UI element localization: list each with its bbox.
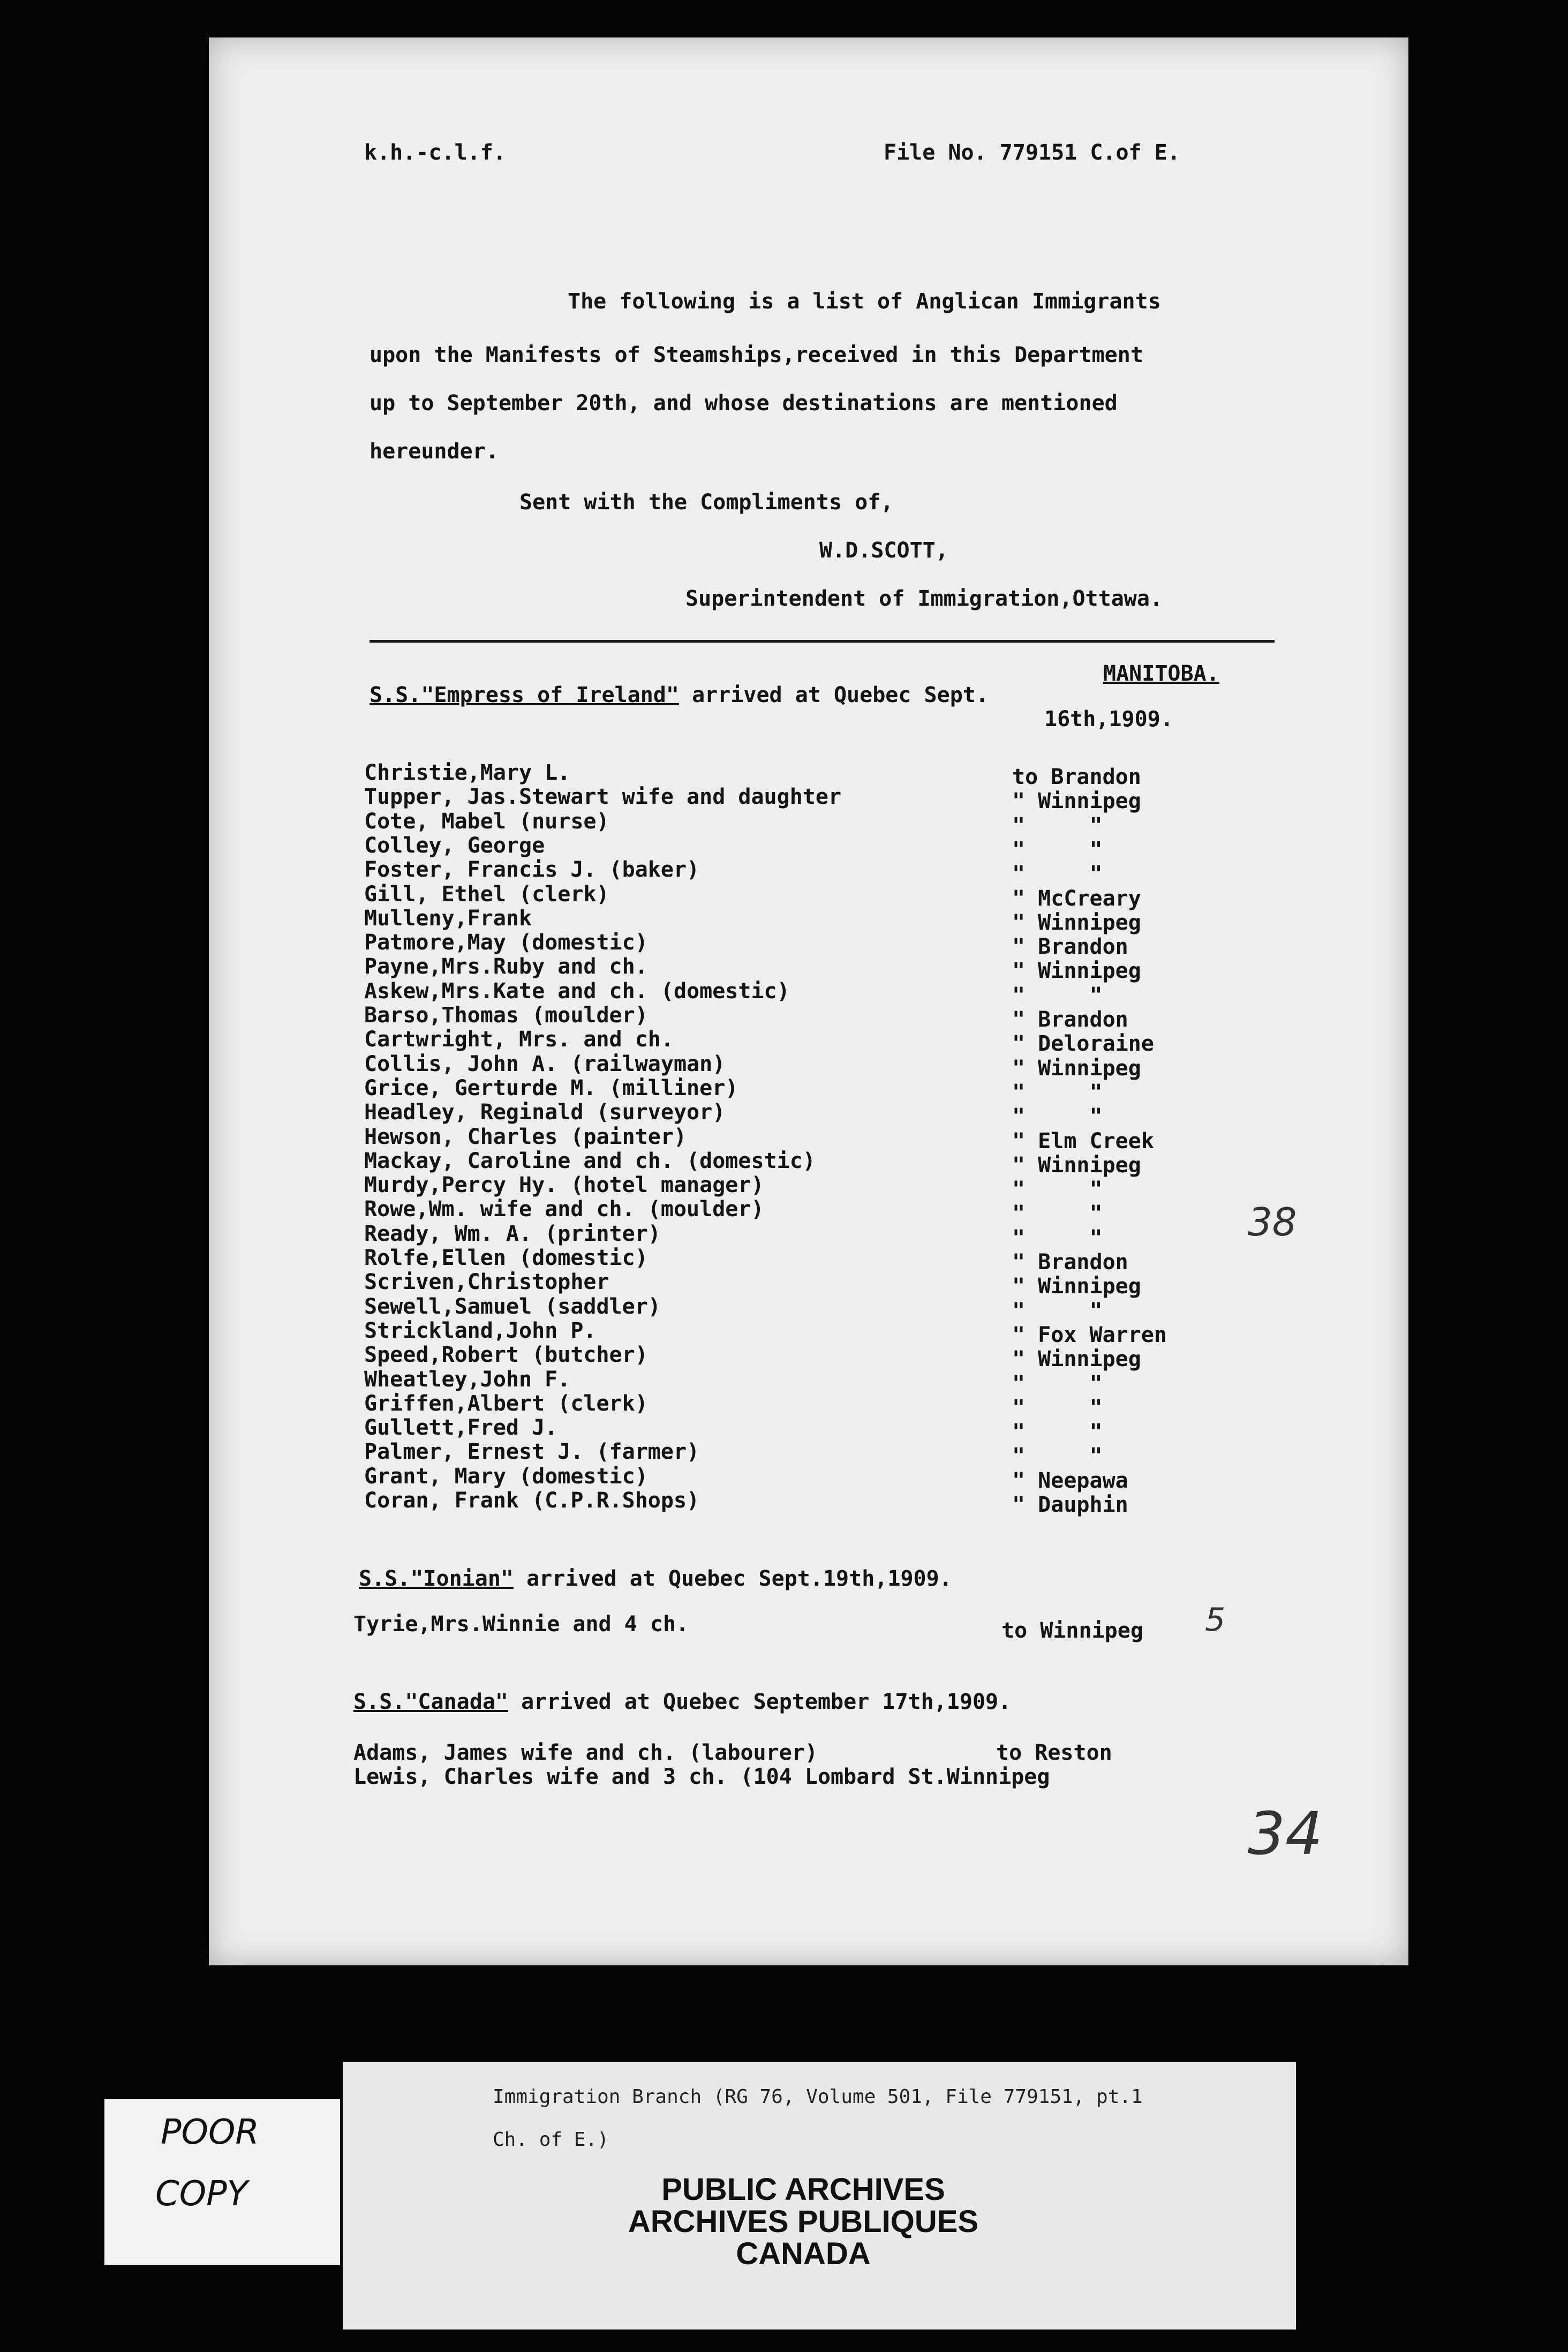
passenger-name: Askew,Mrs.Kate and ch. (domestic) <box>364 979 790 1004</box>
archive-reference: Ch. of E.) <box>493 2129 609 2151</box>
passenger-destination: " Winnipeg <box>1012 959 1141 983</box>
passenger-destination: " Winnipeg <box>1012 1347 1141 1371</box>
passenger-name: Gill, Ethel (clerk) <box>364 882 609 907</box>
passenger-destination: " " <box>1012 1201 1103 1226</box>
passenger-name: Grant, Mary (domestic) <box>364 1464 648 1489</box>
file-number: File No. 779151 C.of E. <box>884 140 1180 165</box>
signer-title: Superintendent of Immigration,Ottawa. <box>685 586 1163 611</box>
passenger-destination: to Reston <box>996 1740 1112 1765</box>
passenger-name: Headley, Reginald (surveyor) <box>364 1100 726 1125</box>
passenger-name: Murdy,Percy Hy. (hotel manager) <box>364 1173 764 1197</box>
passenger-name: Scriven,Christopher <box>364 1270 609 1294</box>
passenger-destination: " Winnipeg <box>1012 1056 1141 1081</box>
ship-arrival: arrived at Quebec September 17th,1909. <box>521 1690 1012 1714</box>
passenger-destination: to Winnipeg <box>1001 1618 1143 1643</box>
passenger-name: Mackay, Caroline and ch. (domestic) <box>364 1149 816 1173</box>
passenger-destination: " Winnipeg <box>1012 910 1141 935</box>
passenger-destination: " Neepawa <box>1012 1468 1128 1493</box>
passenger-destination: " " <box>1012 983 1103 1008</box>
passenger-name: Coran, Frank (C.P.R.Shops) <box>364 1488 700 1513</box>
passenger-name: Sewell,Samuel (saddler) <box>364 1294 661 1319</box>
passenger-destination: " " <box>1012 1299 1103 1323</box>
passenger-destination: " " <box>1012 1396 1103 1420</box>
ship-name: S.S."Canada" <box>353 1690 508 1714</box>
passenger-destination: " " <box>1012 1444 1103 1468</box>
poor-copy-label: POOR <box>161 2113 259 2152</box>
ship-heading <box>370 683 989 707</box>
intro-line-2: upon the Manifests of Steamships,received in this Department <box>370 343 1143 367</box>
passenger-name: Rowe,Wm. wife and ch. (moulder) <box>364 1197 764 1222</box>
passenger-destination: " " <box>1012 1371 1103 1396</box>
passenger-destination: " " <box>1012 1080 1103 1105</box>
ship-heading <box>353 1690 1011 1714</box>
passenger-destination: " McCreary <box>1012 886 1141 911</box>
passenger-name: Rolfe,Ellen (domestic) <box>364 1246 648 1270</box>
ship-name: S.S."Empress of Ireland" <box>370 683 679 707</box>
province-heading: MANITOBA. <box>1103 661 1219 686</box>
signer-name: W.D.SCOTT, <box>819 538 948 563</box>
intro-line-1: The following is a list of Anglican Immigrants <box>568 289 1161 314</box>
passenger-name: Speed,Robert (butcher) <box>364 1343 648 1367</box>
passenger-name: Collis, John A. (railwayman) <box>364 1052 726 1076</box>
intro-line-3: up to September 20th, and whose destinations are mentioned <box>370 391 1118 416</box>
passenger-destination: " Winnipeg <box>1012 789 1141 813</box>
passenger-name: Strickland,John P. <box>364 1318 597 1343</box>
handwritten-count: 38 <box>1248 1200 1297 1245</box>
archive-country: CANADA <box>736 2236 871 2271</box>
ship-arrival: arrived at Quebec Sept.19th,1909. <box>526 1566 952 1591</box>
passenger-name: Ready, Wm. A. (printer) <box>364 1222 661 1246</box>
passenger-destination: " " <box>1012 1177 1103 1202</box>
passenger-name: Hewson, Charles (painter) <box>364 1125 687 1149</box>
passenger-name: Payne,Mrs.Ruby and ch. <box>364 954 648 979</box>
passenger-name: Gullett,Fred J. <box>364 1415 558 1440</box>
passenger-destination: " Fox Warren <box>1012 1323 1167 1347</box>
passenger-destination: " Brandon <box>1012 1007 1128 1032</box>
poor-copy-label: COPY <box>155 2174 248 2214</box>
passenger-name: Foster, Francis J. (baker) <box>364 857 700 882</box>
passenger-name: Cote, Mabel (nurse) <box>364 809 609 834</box>
passenger-name: Cartwright, Mrs. and ch. <box>364 1027 674 1052</box>
passenger-name: Adams, James wife and ch. (labourer) <box>353 1740 818 1765</box>
passenger-destination: " Deloraine <box>1012 1031 1154 1056</box>
ship-name: S.S."Ionian" <box>359 1566 514 1591</box>
ship-arrival: arrived at Quebec Sept. <box>692 683 989 707</box>
passenger-name: Barso,Thomas (moulder) <box>364 1003 648 1028</box>
passenger-name: Mulleny,Frank <box>364 906 532 931</box>
intro-line-4: hereunder. <box>370 439 499 464</box>
compliments-line: Sent with the Compliments of, <box>519 490 894 515</box>
passenger-destination: " " <box>1012 1420 1103 1444</box>
archive-reference: Immigration Branch (RG 76, Volume 501, File 779151, pt.1 <box>493 2086 1143 2108</box>
passenger-destination: " " <box>1012 1226 1103 1250</box>
passenger-destination: " " <box>1012 813 1103 838</box>
passenger-name: Tupper, Jas.Stewart wife and daughter <box>364 785 842 809</box>
passenger-destination: " " <box>1012 862 1103 886</box>
passenger-destination: " Winnipeg <box>1012 1274 1141 1299</box>
passenger-destination: " Elm Creek <box>1012 1129 1154 1154</box>
passenger-destination: " Brandon <box>1012 1250 1128 1275</box>
passenger-name: Wheatley,John F. <box>364 1367 571 1392</box>
ship-heading <box>359 1566 952 1591</box>
passenger-name: Lewis, Charles wife and 3 ch. (104 Lombard St.Winnipeg <box>353 1765 1050 1789</box>
passenger-name: Christie,Mary L. <box>364 760 571 785</box>
archive-name-english: PUBLIC ARCHIVES <box>661 2172 945 2207</box>
handwritten-page-number: 34 <box>1248 1799 1323 1868</box>
passenger-destination: " " <box>1012 838 1103 862</box>
passenger-name: Grice, Gerturde M. (milliner) <box>364 1076 738 1100</box>
passenger-name: Patmore,May (domestic) <box>364 930 648 955</box>
archive-name-french: ARCHIVES PUBLIQUES <box>628 2204 979 2239</box>
passenger-destination: " " <box>1012 1104 1103 1129</box>
section-divider <box>370 640 1275 643</box>
handwritten-count: 5 <box>1205 1601 1226 1639</box>
passenger-destination: " Winnipeg <box>1012 1153 1141 1178</box>
typist-initials: k.h.-c.l.f. <box>364 140 506 165</box>
passenger-name: Colley, George <box>364 833 545 858</box>
passenger-name: Palmer, Ernest J. (farmer) <box>364 1439 700 1464</box>
passenger-destination: " Brandon <box>1012 934 1128 959</box>
passenger-name: Tyrie,Mrs.Winnie and 4 ch. <box>353 1612 689 1637</box>
passenger-destination: " Dauphin <box>1012 1492 1128 1517</box>
passenger-destination: to Brandon <box>1012 765 1141 789</box>
ship-arrival-date: 16th,1909. <box>1044 707 1173 732</box>
passenger-name: Griffen,Albert (clerk) <box>364 1391 648 1416</box>
